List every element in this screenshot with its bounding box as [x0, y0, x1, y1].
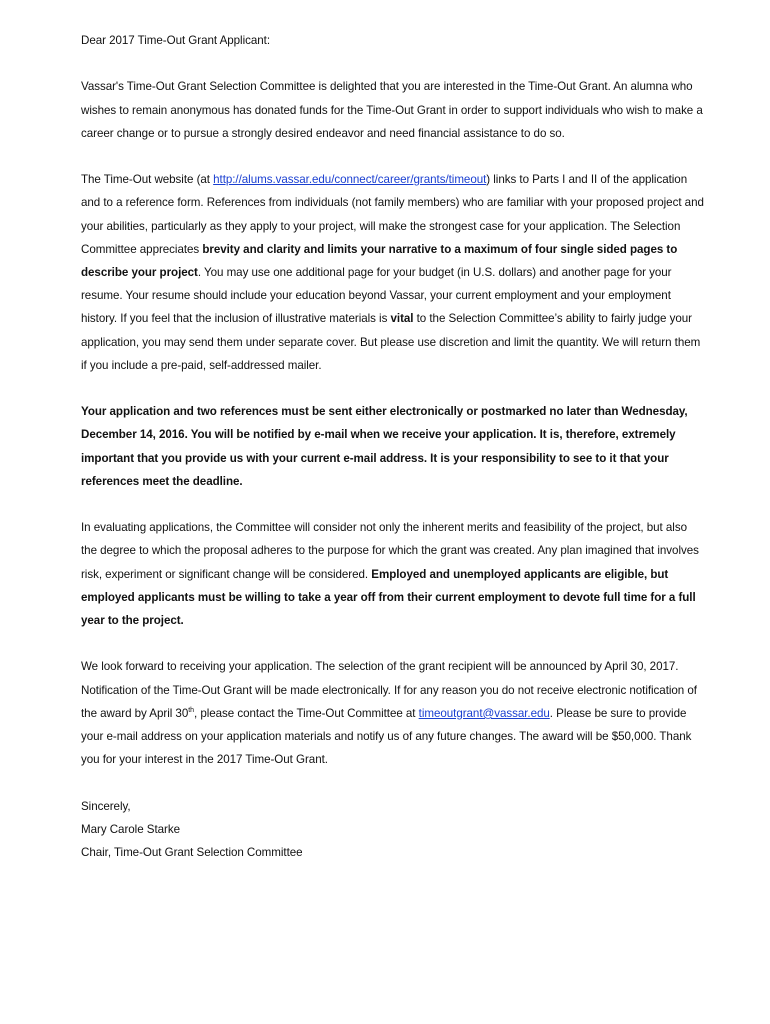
paragraph-deadline: Your application and two references must be sent either electronically or postmarked no later than Wednesday, December 14, 2016. You will be notified by e-mail when we receive your application. It is, therefore, extremely important that you provide us with your current e-mail address. It is your responsibility to see to it that your references meet the deadline. [81, 405, 688, 488]
paragraph-notification [81, 655, 706, 771]
p5-text-b: , please contact the Time-Out Committee at [193, 706, 419, 720]
signer-title: Chair, Time-Out Grant Selection Committee [81, 846, 303, 860]
paragraph-application-instructions [81, 168, 706, 377]
closing: Sincerely, [81, 799, 131, 813]
signer-name: Mary Carole Starke [81, 822, 180, 836]
p2-text-a: The Time-Out website (at [81, 173, 214, 187]
email-link[interactable]: timeoutgrant@vassar.edu [418, 706, 550, 720]
p4-bold-eligibility: Employed and unemployed applicants are eligible, but employed applicants must be willing to take a year off from their current employment to devote full time for a full year to the project. [81, 567, 696, 628]
p4-text-a: In evaluating applications, the Committee will consider not only the inherent merits and feasibility of the project, but also the degree to which the proposal adheres to the purpose for which the grant was created. Any plan imagined that involves risk, experiment or significant change will be considered. [81, 521, 699, 581]
timeout-website-link[interactable]: http://alums.vassar.edu/connect/career/grants/timeout [213, 173, 487, 187]
paragraph-intro: Vassar's Time-Out Grant Selection Committee is delighted that you are interested in the Time-Out Grant. An alumna who wishes to remain anonymous has donated funds for the Time-Out Grant in order to support individuals who wish to make a career change or to pursue a strongly desired endeavor and need financial assistance to do so. [81, 80, 703, 140]
p2-text-b: ) links to Parts I and II of the application and to a reference form. References from individuals (not family members) who are familiar with your proposed project and your abilities, particularly as they apply to your project, will make the strongest case for your application. The Selection Committee appreciates [81, 173, 704, 256]
salutation: Dear 2017 Time-Out Grant Applicant: [81, 34, 270, 47]
signature-block [81, 795, 706, 865]
p2-bold-vital: vital [390, 312, 414, 326]
letter-page [81, 29, 706, 864]
p2-text-d: to the Selection Committee’s ability to fairly judge your application, you may send them under separate cover. But please use discretion and limit the quantity. We will return them if you include a pre-paid, self-addressed mailer. [81, 312, 701, 372]
p5-text-c: . Please be sure to provide your e-mail address on your application materials and notify us of any future changes. The award will be $50,000. Thank you for your interest in the 2017 Time-Out Grant. [81, 706, 692, 767]
p5-text-a: We look forward to receiving your application. The selection of the grant recipient will be announced by April 30, 2017. Notification of the Time-Out Grant will be made electronically. If for any reason you do not receive electronic notification of the award by April 30 [81, 660, 697, 720]
p2-bold-page-limit: brevity and clarity and limits your narrative to a maximum of four single sided pages to describe your project [81, 242, 678, 279]
paragraph-evaluation [81, 516, 706, 632]
p2-text-c: . You may use one additional page for your budget (in U.S. dollars) and another page for your resume. Your resume should include your education beyond Vassar, your current employment and your employment history. If you feel that the inclusion of illustrative materials is [81, 266, 672, 326]
p5-superscript-th: th [188, 706, 194, 714]
